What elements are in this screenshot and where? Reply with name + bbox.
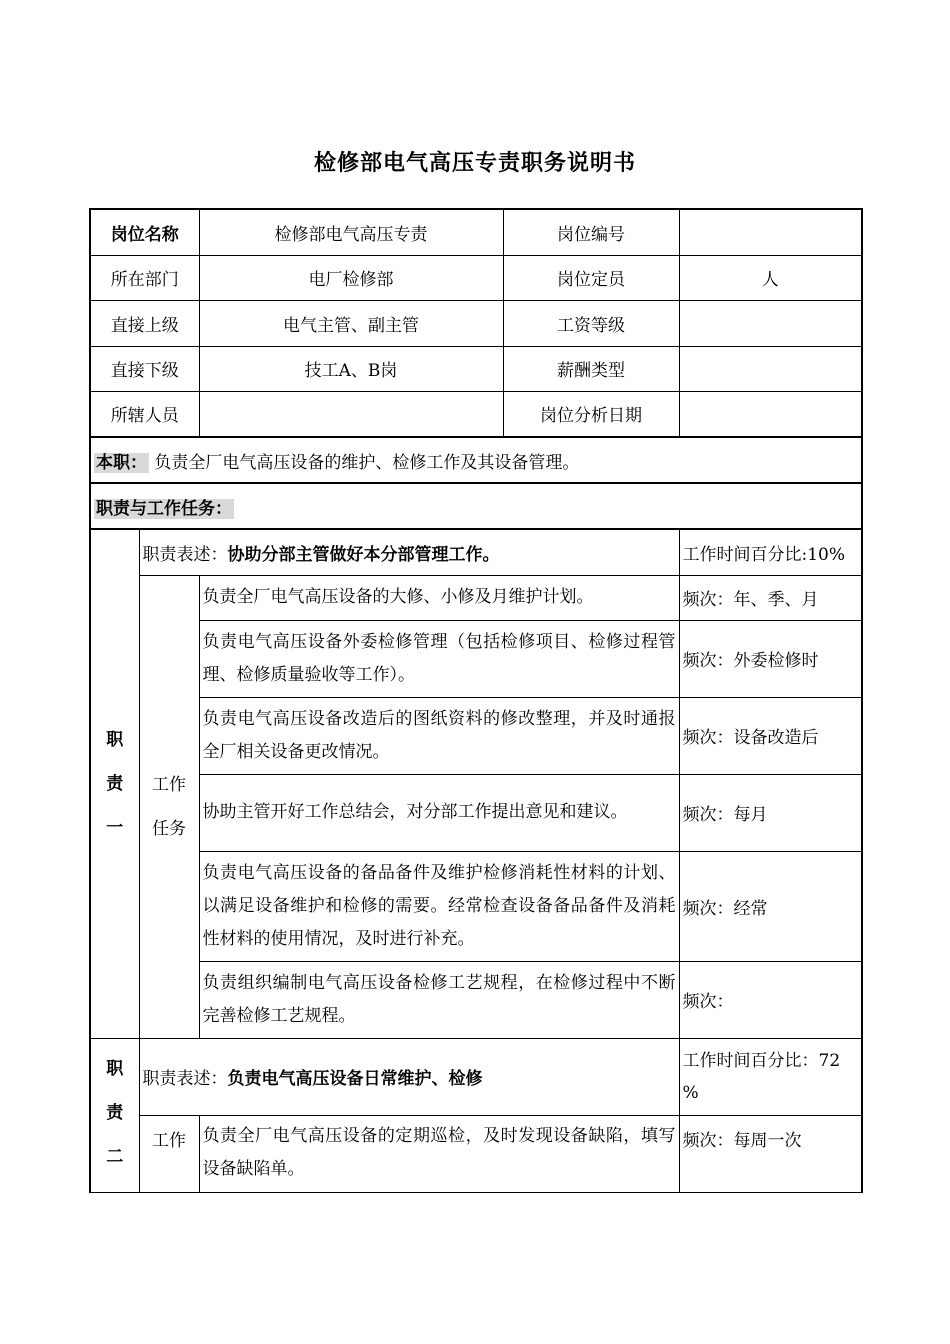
headcount-label: 岗位定员 (503, 255, 679, 300)
row-duty (90, 437, 862, 483)
duty2-work-label: 工作 (139, 1115, 199, 1192)
analysis-date-label: 岗位分析日期 (503, 391, 679, 437)
pay-type-value (679, 346, 862, 391)
salary-grade-label: 工资等级 (503, 300, 679, 346)
duty1-task-row (90, 575, 862, 620)
salary-grade-value (679, 300, 862, 346)
duty1-task-2: 负责电气高压设备外委检修管理（包括检修项目、检修过程管理、检修质量验收等工作）。 (199, 620, 679, 697)
pay-type-label: 薪酬类型 (503, 346, 679, 391)
duty1-task-row (90, 774, 862, 851)
duty2-time-pct: 工作时间百分比：72 % (679, 1038, 862, 1115)
duty1-task-1: 负责全厂电气高压设备的大修、小修及月维护计划。 (199, 575, 679, 620)
subordinate-value: 技工A、B岗 (199, 346, 503, 391)
row-staff (90, 391, 862, 437)
duty1-freq-6: 频次： (679, 961, 862, 1038)
duty2-desc-row (90, 1038, 862, 1115)
document-title: 检修部电气高压专责职务说明书 (313, 151, 636, 176)
duty1-freq-5: 频次：经常 (679, 851, 862, 961)
duty1-task-6: 负责组织编制电气高压设备检修工艺规程，在检修过程中不断完善检修工艺规程。 (199, 961, 679, 1038)
duty1-label: 职 责 一 (90, 529, 139, 1038)
row-subordinate (90, 346, 862, 391)
duty1-task-row (90, 851, 862, 961)
duty1-task-3: 负责电气高压设备改造后的图纸资料的修改整理，并及时通报全厂相关设备更改情况。 (199, 697, 679, 774)
duty2-task-row (90, 1115, 862, 1192)
duty2-task-1: 负责全厂电气高压设备的定期巡检，及时发现设备缺陷，填写设备缺陷单。 (199, 1115, 679, 1192)
position-name-value: 检修部电气高压专责 (199, 209, 503, 255)
duty1-work-label: 工作 任务 (139, 575, 199, 1038)
tasks-header-cell (90, 483, 862, 529)
duty1-desc-prefix: 职责表述： (142, 544, 228, 565)
duty2-desc (139, 1038, 679, 1115)
duty2-desc-text: 负责电气高压设备日常维护、检修 (227, 1069, 483, 1089)
duty1-task-row (90, 961, 862, 1038)
duty1-task-row (90, 620, 862, 697)
duty-label: 本职： (96, 452, 147, 473)
staff-value (199, 391, 503, 437)
position-no-value (679, 209, 862, 255)
duty1-desc (139, 529, 679, 575)
duty-text: 负责全厂电气高压设备的维护、检修工作及其设备管理。 (154, 452, 580, 473)
duty1-desc-row (90, 529, 862, 575)
duty1-freq-2: 频次：外委检修时 (679, 620, 862, 697)
superior-label: 直接上级 (90, 300, 199, 346)
duty1-time-pct: 工作时间百分比:10% (679, 529, 862, 575)
staff-label: 所辖人员 (90, 391, 199, 437)
duty1-freq-3: 频次：设备改造后 (679, 697, 862, 774)
duty1-task-4: 协助主管开好工作总结会，对分部工作提出意见和建议。 (199, 774, 679, 851)
headcount-value: 人 (679, 255, 862, 300)
duty-cell (90, 437, 862, 483)
tasks-header: 职责与工作任务： (96, 498, 232, 519)
row-tasks-header (90, 483, 862, 529)
row-department (90, 255, 862, 300)
superior-value: 电气主管、副主管 (199, 300, 503, 346)
duty2-desc-prefix: 职责表述： (142, 1069, 228, 1089)
analysis-date-value (679, 391, 862, 437)
subordinate-label: 直接下级 (90, 346, 199, 391)
position-name-label: 岗位名称 (90, 209, 199, 255)
row-position-name (90, 209, 862, 255)
position-no-label: 岗位编号 (503, 209, 679, 255)
duty2-freq-1: 频次：每周一次 (679, 1115, 862, 1192)
duty1-freq-4: 频次：每月 (679, 774, 862, 851)
dept-label: 所在部门 (90, 255, 199, 300)
duty1-task-5: 负责电气高压设备的备品备件及维护检修消耗性材料的计划、以满足设备维护和检修的需要。经常检查设备备品备件及消耗性材料的使用情况，及时进行补充。 (199, 851, 679, 961)
duty2-label: 职 责 二 (90, 1038, 139, 1192)
duty1-task-row (90, 697, 862, 774)
dept-value: 电厂检修部 (199, 255, 503, 300)
duty1-freq-1: 频次：年、季、月 (679, 575, 862, 620)
duty1-desc-text: 协助分部主管做好本分部管理工作。 (227, 544, 500, 565)
row-superior (90, 300, 862, 346)
job-description-table (89, 208, 863, 1193)
